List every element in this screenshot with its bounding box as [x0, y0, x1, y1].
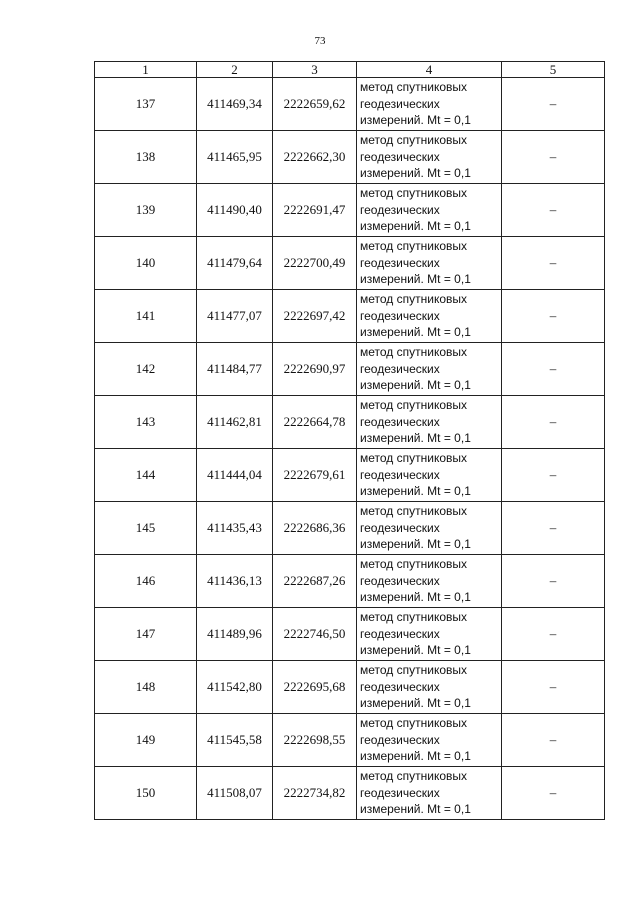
method-line: измерений. Mt = 0,1: [360, 484, 471, 499]
method-line: геодезических: [360, 202, 440, 217]
method-line: измерений. Mt = 0,1: [360, 325, 471, 340]
method-line: геодезических: [360, 573, 440, 588]
method-line: метод спутниковых: [360, 398, 468, 413]
method-description: [357, 343, 502, 396]
point-number: 148: [95, 661, 197, 714]
method-line: геодезических: [360, 626, 440, 641]
method-description: [357, 184, 502, 237]
coordinate-x: 411444,04: [197, 449, 273, 502]
table-header-row: [95, 62, 605, 78]
method-description: [357, 396, 502, 449]
method-line: измерений. Mt = 0,1: [360, 749, 471, 764]
coordinate-y: 2222659,62: [273, 78, 357, 131]
point-number: 145: [95, 502, 197, 555]
coordinate-x: 411479,64: [197, 237, 273, 290]
coordinate-y: 2222687,26: [273, 555, 357, 608]
description-empty: –: [502, 608, 605, 661]
table-row: [95, 767, 605, 820]
point-number: 144: [95, 449, 197, 502]
method-line: геодезических: [360, 149, 440, 164]
coordinate-x: 411545,58: [197, 714, 273, 767]
coordinate-y: 2222746,50: [273, 608, 357, 661]
description-empty: –: [502, 184, 605, 237]
method-line: геодезических: [360, 414, 440, 429]
method-line: измерений. Mt = 0,1: [360, 166, 471, 181]
method-line: метод спутниковых: [360, 504, 468, 519]
coordinate-y: 2222686,36: [273, 502, 357, 555]
description-empty: –: [502, 131, 605, 184]
point-number: 140: [95, 237, 197, 290]
column-header: 3: [273, 62, 357, 78]
method-line: метод спутниковых: [360, 663, 468, 678]
method-line: измерений. Mt = 0,1: [360, 696, 471, 711]
method-description: [357, 237, 502, 290]
method-line: геодезических: [360, 467, 440, 482]
table-row: [95, 661, 605, 714]
table-row: [95, 449, 605, 502]
method-line: метод спутниковых: [360, 769, 468, 784]
coordinate-x: 411462,81: [197, 396, 273, 449]
point-number: 150: [95, 767, 197, 820]
coordinate-x: 411435,43: [197, 502, 273, 555]
table-row: [95, 343, 605, 396]
table-row: [95, 502, 605, 555]
coordinate-x: 411465,95: [197, 131, 273, 184]
description-empty: –: [502, 396, 605, 449]
coordinate-y: 2222664,78: [273, 396, 357, 449]
description-empty: –: [502, 78, 605, 131]
table-row: [95, 131, 605, 184]
coordinate-x: 411490,40: [197, 184, 273, 237]
column-header: 4: [357, 62, 502, 78]
table-row: [95, 290, 605, 343]
coordinate-y: 2222691,47: [273, 184, 357, 237]
column-header: 2: [197, 62, 273, 78]
method-line: геодезических: [360, 96, 440, 111]
method-description: [357, 502, 502, 555]
point-number: 147: [95, 608, 197, 661]
method-description: [357, 449, 502, 502]
table-row: [95, 78, 605, 131]
description-empty: –: [502, 502, 605, 555]
description-empty: –: [502, 714, 605, 767]
coordinate-x: 411542,80: [197, 661, 273, 714]
page-number: 73: [314, 35, 326, 47]
method-line: метод спутниковых: [360, 716, 468, 731]
coordinate-y: 2222734,82: [273, 767, 357, 820]
table-row: [95, 396, 605, 449]
method-line: измерений. Mt = 0,1: [360, 537, 471, 552]
coordinate-x: 411489,96: [197, 608, 273, 661]
table-row: [95, 184, 605, 237]
description-empty: –: [502, 555, 605, 608]
coordinate-x: 411436,13: [197, 555, 273, 608]
method-line: геодезических: [360, 361, 440, 376]
method-line: метод спутниковых: [360, 610, 468, 625]
point-number: 139: [95, 184, 197, 237]
table-row: [95, 714, 605, 767]
method-description: [357, 131, 502, 184]
description-empty: –: [502, 343, 605, 396]
coordinate-x: 411477,07: [197, 290, 273, 343]
method-line: метод спутниковых: [360, 239, 468, 254]
point-number: 149: [95, 714, 197, 767]
method-description: [357, 661, 502, 714]
method-line: геодезических: [360, 520, 440, 535]
description-empty: –: [502, 290, 605, 343]
coordinate-x: 411469,34: [197, 78, 273, 131]
description-empty: –: [502, 661, 605, 714]
method-description: [357, 555, 502, 608]
method-line: измерений. Mt = 0,1: [360, 272, 471, 287]
column-header: 5: [502, 62, 605, 78]
point-number: 141: [95, 290, 197, 343]
method-line: измерений. Mt = 0,1: [360, 378, 471, 393]
method-description: [357, 290, 502, 343]
method-line: метод спутниковых: [360, 292, 468, 307]
coordinates-table: [94, 61, 605, 820]
column-header: 1: [95, 62, 197, 78]
method-line: метод спутниковых: [360, 557, 468, 572]
method-line: геодезических: [360, 255, 440, 270]
coordinate-y: 2222697,42: [273, 290, 357, 343]
method-description: [357, 714, 502, 767]
table-row: [95, 608, 605, 661]
method-line: геодезических: [360, 308, 440, 323]
table-body: [95, 78, 605, 820]
method-line: метод спутниковых: [360, 133, 468, 148]
point-number: 143: [95, 396, 197, 449]
method-description: [357, 767, 502, 820]
coordinate-y: 2222690,97: [273, 343, 357, 396]
method-line: метод спутниковых: [360, 80, 468, 95]
table-row: [95, 237, 605, 290]
coordinate-y: 2222695,68: [273, 661, 357, 714]
coordinate-y: 2222698,55: [273, 714, 357, 767]
method-line: измерений. Mt = 0,1: [360, 802, 471, 817]
method-line: измерений. Mt = 0,1: [360, 643, 471, 658]
method-line: измерений. Mt = 0,1: [360, 113, 471, 128]
table-row: [95, 555, 605, 608]
method-description: [357, 78, 502, 131]
method-line: измерений. Mt = 0,1: [360, 219, 471, 234]
description-empty: –: [502, 237, 605, 290]
coordinate-x: 411484,77: [197, 343, 273, 396]
description-empty: –: [502, 449, 605, 502]
description-empty: –: [502, 767, 605, 820]
point-number: 137: [95, 78, 197, 131]
point-number: 138: [95, 131, 197, 184]
method-line: геодезических: [360, 679, 440, 694]
method-line: измерений. Mt = 0,1: [360, 590, 471, 605]
method-line: метод спутниковых: [360, 186, 468, 201]
coordinate-x: 411508,07: [197, 767, 273, 820]
coordinate-y: 2222700,49: [273, 237, 357, 290]
method-line: геодезических: [360, 785, 440, 800]
method-line: метод спутниковых: [360, 451, 468, 466]
method-description: [357, 608, 502, 661]
method-line: метод спутниковых: [360, 345, 468, 360]
point-number: 146: [95, 555, 197, 608]
coordinate-y: 2222679,61: [273, 449, 357, 502]
coordinate-y: 2222662,30: [273, 131, 357, 184]
method-line: измерений. Mt = 0,1: [360, 431, 471, 446]
method-line: геодезических: [360, 732, 440, 747]
point-number: 142: [95, 343, 197, 396]
